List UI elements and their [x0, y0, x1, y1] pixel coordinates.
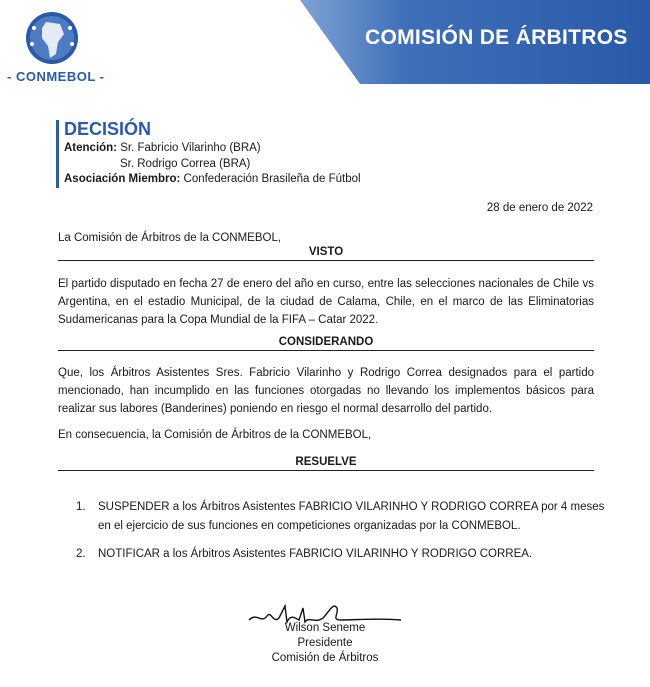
attention-recipient-1: Sr. Fabricio Vilarinho (BRA) [120, 142, 261, 154]
consequence-text: En consecuencia, la Comisión de Árbitros de la CONMEBOL, [58, 429, 372, 441]
resolution-number: 1. [76, 501, 86, 513]
document-date: 28 de enero de 2022 [486, 202, 593, 214]
considerando-heading: CONSIDERANDO [58, 336, 594, 351]
attention-label: Atención: [64, 142, 118, 154]
logo-wordmark: - CONMEBOL - [7, 69, 105, 84]
visto-text: El partido disputado en fecha 27 de enero del año en curso, entre las selecciones nacionales de Chile vs Argentina, en el estadio Municipal, de la ciudad de Calama, Chile, en el marco de las Eliminatorias Sudamericanas para la Copa Mundial de la FIFA – Catar 2022. [58, 278, 594, 326]
visto-heading: VISTO [58, 246, 594, 261]
page-title: DECISIÓN [64, 119, 152, 139]
signatory-role: Presidente [297, 637, 353, 649]
intro-text: La Comisión de Árbitros de la CONMEBOL, [58, 232, 282, 244]
resolution-text: NOTIFICAR a los Árbitros Asistentes FABRICIO VILARINHO Y RODRIGO CORREA. [98, 548, 533, 560]
header-title: COMISIÓN DE ÁRBITROS [365, 26, 628, 49]
resolution-number: 2. [76, 548, 86, 560]
decision-accent-bar [56, 120, 59, 188]
signatory-body: Comisión de Árbitros [271, 652, 379, 664]
member-line [64, 173, 361, 185]
considerando-text: Que, los Árbitros Asistentes Sres. Fabricio Vilarinho y Rodrigo Correa designados para el partido mencionado, han incumplido en las funciones otorgadas no llevando los implementos básicos para realizar sus labores (Banderines) poniendo en riesgo el normal desarrollo del partido. [58, 367, 594, 415]
member-value: Confederación Brasileña de Fútbol [183, 173, 361, 185]
resuelve-heading: RESUELVE [58, 456, 594, 471]
member-label: Asociación Miembro: [64, 173, 181, 185]
resolution-text: SUSPENDER a los Árbitros Asistentes FABRICIO VILARINHO Y RODRIGO CORREA por 4 meses en el ejercicio de sus funciones en competiciones organizadas por la CONMEBOL. [98, 501, 605, 532]
attention-line-1 [64, 142, 261, 154]
signatory-name: Wilson Seneme [284, 622, 366, 634]
attention-recipient-2: Sr. Rodrigo Correa (BRA) [120, 158, 251, 170]
